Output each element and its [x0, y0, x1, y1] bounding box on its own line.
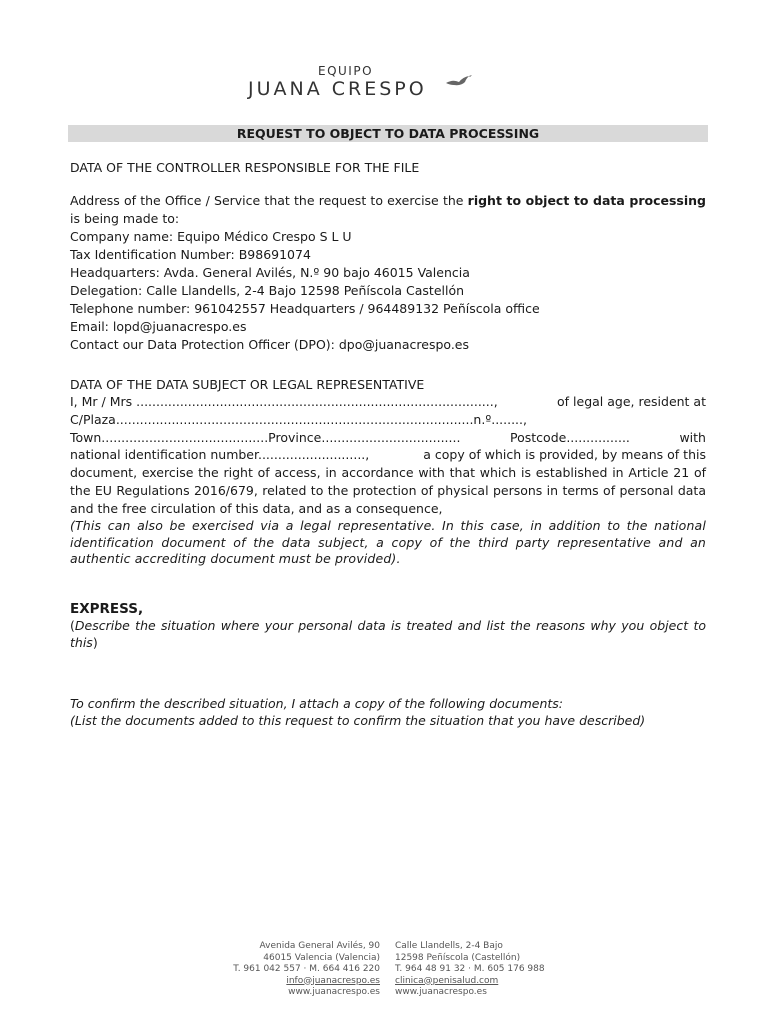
name-field[interactable]: I, Mr / Mrs .........................................................................................., — [70, 394, 498, 409]
logo-main-text: JUANA CRESPO — [248, 78, 427, 100]
footer-right-website[interactable]: www.juanacrespo.es — [395, 987, 487, 997]
national-id-field[interactable]: national identification number..........................., — [70, 447, 370, 463]
copy-label: a copy of which is provided, by means of this — [423, 447, 706, 463]
footer-right-city: 12598 Peñíscola (Castellón) — [395, 952, 521, 963]
footer-right-address: Calle Llandells, 2-4 Bajo — [395, 941, 503, 951]
controller-intro — [70, 192, 706, 228]
resident-label: of legal age, resident at — [557, 394, 706, 409]
tax-id: Tax Identification Number: B98691074 — [70, 247, 311, 262]
confirm-line-1: To confirm the described situation, I attach a copy of the following documents: — [70, 696, 563, 711]
confirm-section — [70, 695, 706, 729]
document-title: REQUEST TO OBJECT TO DATA PROCESSING — [68, 125, 708, 142]
form-row-id — [70, 446, 706, 464]
footer-valencia — [180, 941, 380, 999]
telephone: Telephone number: 961042557 Headquarters / 964489132 Peñíscola office — [70, 301, 540, 316]
express-note-text: Describe the situation where your personal data is treated and list the reasons why you object to this — [70, 618, 706, 650]
footer-peniscola — [395, 941, 595, 999]
with-label: with — [679, 429, 706, 445]
subject-form — [70, 393, 706, 518]
postcode-field[interactable]: Postcode................ — [510, 429, 630, 445]
confirm-line-2: (List the documents added to this request to confirm the situation that you have described) — [70, 713, 646, 728]
controller-heading: DATA OF THE CONTROLLER RESPONSIBLE FOR THE FILE — [70, 160, 420, 175]
express-close-paren: ) — [92, 634, 98, 650]
footer-left-email-link[interactable]: info@juanacrespo.es — [286, 975, 380, 986]
email: Email: lopd@juanacrespo.es — [70, 319, 247, 334]
bird-logo-icon — [444, 72, 474, 92]
legal-representative-note: (This can also be exercised via a legal representative. In this case, in addition to the national identification document of the data subject, a copy of the third party representative and an authentic accrediting document must be provided). — [70, 518, 706, 566]
logo-top-text: EQUIPO — [318, 64, 374, 78]
intro-end: is being made to: — [70, 211, 180, 226]
express-heading: EXPRESS, — [70, 601, 144, 617]
footer-left-website[interactable]: www.juanacrespo.es — [288, 987, 380, 997]
footer-left-city: 46015 Valencia (Valencia) — [263, 952, 380, 963]
footer-right-phone: T. 964 48 91 32 · M. 605 176 988 — [395, 964, 545, 974]
town-province-field[interactable]: Town..........................................Province................................... — [70, 429, 461, 445]
express-open-paren: ( — [70, 618, 75, 633]
subject-heading: DATA OF THE DATA SUBJECT OR LEGAL REPRESENTATIVE — [70, 377, 425, 392]
footer-right-email-link[interactable]: clinica@penisalud.com — [395, 975, 499, 986]
controller-details — [70, 192, 706, 354]
delegation: Delegation: Calle Llandells, 2-4 Bajo 12598 Peñíscola Castellón — [70, 283, 465, 298]
express-note — [70, 618, 706, 651]
footer-left-address: Avenida General Avilés, 90 — [259, 941, 380, 951]
footer-left-phone: T. 961 042 557 · M. 664 416 220 — [233, 964, 380, 974]
form-row-town — [70, 429, 706, 447]
intro-bold: right to object to data processing — [467, 193, 706, 208]
company-logo — [248, 64, 478, 104]
form-row-name — [70, 393, 706, 411]
subject-declaration: document, exercise the right of access, in accordance with that which is established in Article 21 of the EU Regulations 2016/679, related to the protection of physical persons in terms of personal data and the free circulation of this data, and as a consequence, — [70, 465, 706, 516]
address-field[interactable]: C/Plaza..........................................................................................n.º........, — [70, 411, 527, 427]
headquarters: Headquarters: Avda. General Avilés, N.º 90 bajo 46015 Valencia — [70, 265, 470, 280]
intro-start: Address of the Office / Service that the request to exercise the — [70, 193, 468, 208]
dpo-contact: Contact our Data Protection Officer (DPO): dpo@juanacrespo.es — [70, 337, 469, 352]
company-name: Company name: Equipo Médico Crespo S L U — [70, 229, 352, 244]
form-row-address — [70, 411, 706, 429]
